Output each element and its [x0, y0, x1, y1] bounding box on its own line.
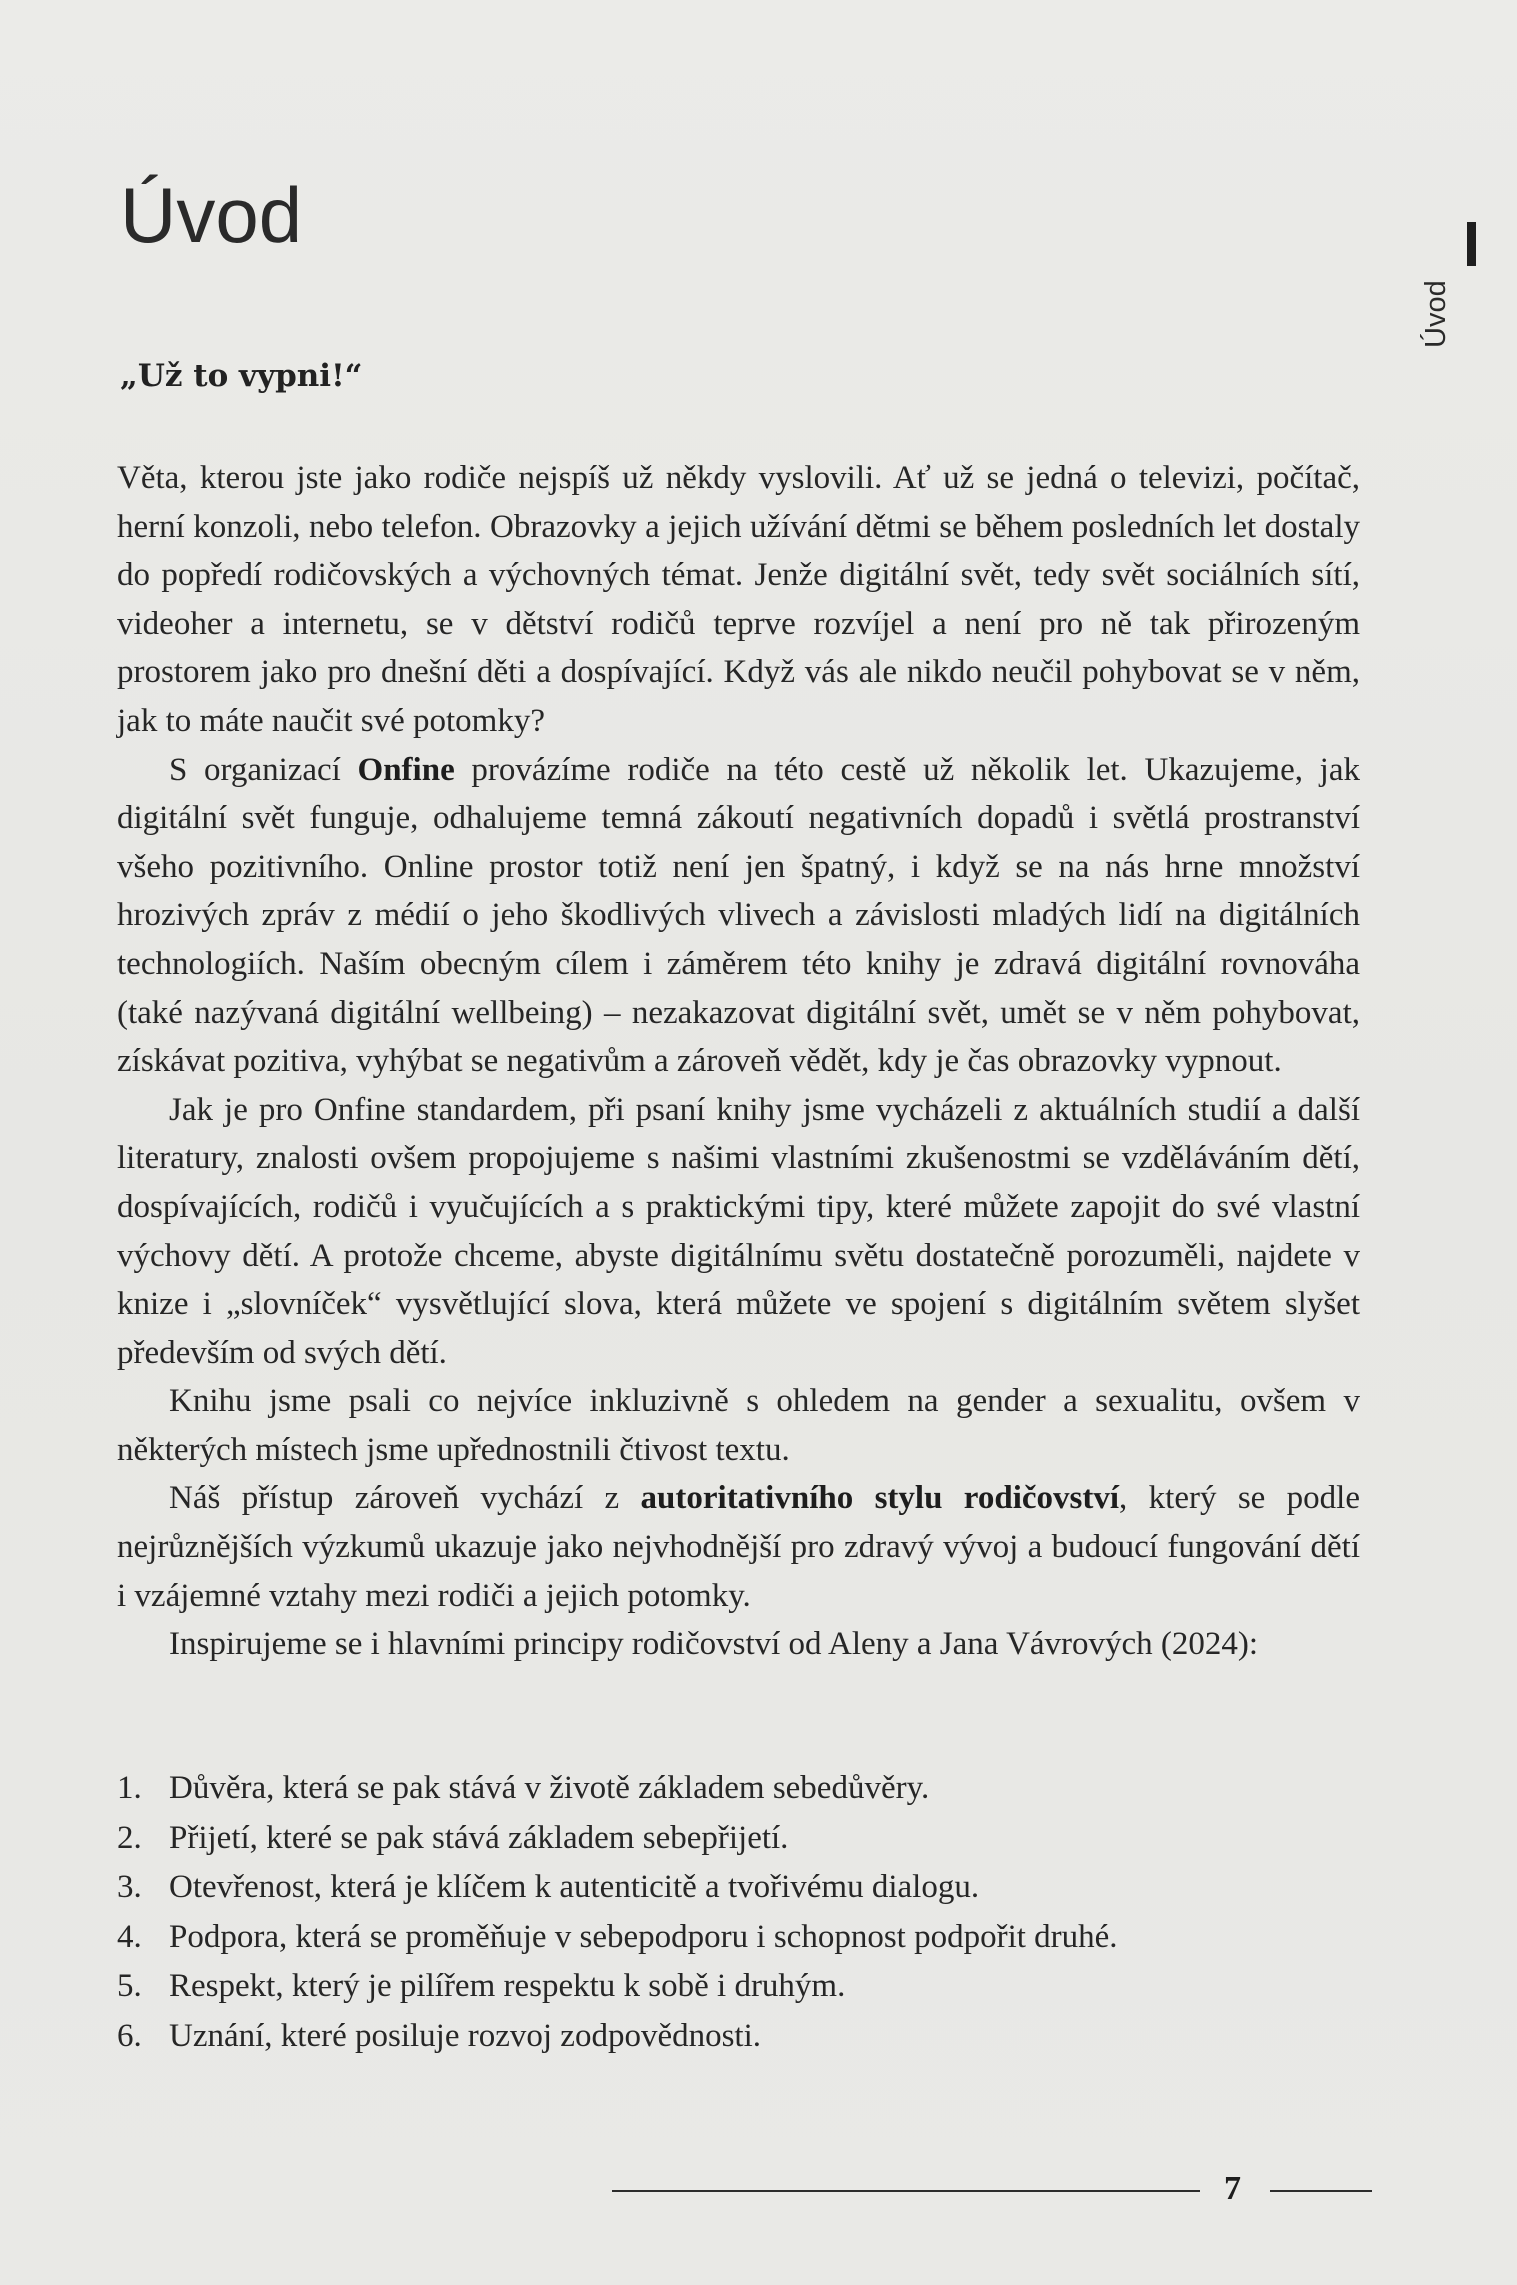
list-item-number: 4. — [117, 1918, 142, 1955]
list-item-text: Otevřenost, která je klíčem k autenticitě a tvořivému dialogu. — [169, 1869, 980, 1905]
page-number: 7 — [1224, 2170, 1241, 2207]
list-item-number: 3. — [117, 1869, 142, 1905]
paragraph-5-after: , který se podle nejrůznějších výzkumů ukazuje jako nejvhodnější pro zdravý vývoj a budoucí fungování dětí i vzájemné vztahy mezi rodiči a jejich potomky. — [117, 1480, 1360, 1614]
side-running-head-label: Úvod — [1420, 280, 1452, 348]
paragraph-2-after: provázíme rodiče na této cestě už několik let. Ukazujeme, jak digitální svět funguje, odhalujeme temná zákoutí negativních dopadů i světlá prostranství všeho pozitivního. Online prostor totiž není jen špatný, i když se na nás hrne množství hrozivých zpráv z médií o jeho škodlivých vlivech a závislosti mladých lidí na digitálních technologiích. Naším obecným cílem i záměrem této knihy je zdravá digitální rovnováha (také nazývaná digitální wellbeing) – nezakazovat digitální svět, umět se v něm pohybovat, získávat pozitiva, vyhýbat se negativům a zároveň vědět, kdy je čas obrazovky vypnout. — [117, 751, 1360, 1080]
list-item — [117, 1962, 1360, 2012]
list-item-number: 6. — [117, 2017, 142, 2054]
list-item — [117, 2012, 1360, 2062]
parenting-style-bold: autoritativního stylu rodičovství — [640, 1480, 1120, 1517]
principles-list — [117, 1764, 1360, 2061]
list-item — [117, 1814, 1360, 1864]
paragraph-5 — [117, 1474, 1360, 1620]
paragraph-6: Inspirujeme se i hlavními principy rodičovství od Aleny a Jana Vávrových (2024): — [169, 1626, 1259, 1663]
page-footer — [612, 2170, 1372, 2210]
paragraph-1: Věta, kterou jste jako rodiče nejspíš už někdy vyslovili. Ať už se jedná o televizi, počítač, herní konzoli, nebo telefon. Obrazovky a jejich užívání dětmi se během posledních let dostaly do popředí rodičovských a výchovných témat. Jenže digitální svět, tedy svět sociálních sítí, videoher a internetu, se v dětství rodičů teprve rozvíjel a není pro ně tak přirozeným prostorem jako pro dnešní děti a dospívající. Když vás ale nikdo neučil pohybovat se v něm, jak to máte naučit své potomky? — [117, 460, 1360, 739]
list-item — [117, 1764, 1360, 1814]
paragraph-3: Jak je pro Onfine standardem, při psaní knihy jsme vycházeli z aktuálních studií a další literatury, znalosti ovšem propojujeme s našimi vlastními zkušenostmi se vzděláváním dětí, dospívajících, rodičů i vyučujících a s praktickými tipy, které můžete zapojit do své vlastní výchovy dětí. A protože chceme, abyste digitálnímu světu dostatečně porozuměli, najdete v knize i „slovníček“ vysvětlující slova, která můžete ve spojení s digitálním světem slyšet především od svých dětí. — [117, 1091, 1360, 1371]
list-item-number: 1. — [117, 1770, 142, 1806]
list-item — [117, 1863, 1360, 1913]
footer-rule-left — [612, 2190, 1200, 2192]
list-item-number: 5. — [117, 1968, 142, 2004]
list-item — [117, 1913, 1360, 1963]
paragraph-5-before: Náš přístup zároveň vychází z — [169, 1480, 641, 1517]
footer-rule-right — [1270, 2190, 1372, 2192]
section-subtitle: „Už to vypni!“ — [120, 358, 363, 394]
body-text — [117, 454, 1360, 1669]
side-tab-marker — [1467, 222, 1476, 266]
paragraph-2-before: S organizací — [169, 751, 358, 788]
paragraph-2 — [117, 746, 1360, 1086]
list-item-text: Uznání, které posiluje rozvoj zodpovědnosti. — [169, 2017, 762, 2054]
list-item-text: Důvěra, která se pak stává v životě základem sebedůvěry. — [169, 1770, 930, 1806]
list-item-text: Podpora, která se proměňuje v sebepodporu i schopnost podpořit druhé. — [169, 1918, 1118, 1955]
side-running-head — [1420, 278, 1460, 358]
chapter-title: Úvod — [120, 171, 303, 259]
list-item-text: Respekt, který je pilířem respektu k sobě i druhým. — [169, 1968, 846, 2004]
onfine-bold: Onfine — [357, 751, 455, 788]
list-item-text: Přijetí, které se pak stává základem sebepřijetí. — [169, 1819, 789, 1856]
paragraph-4: Knihu jsme psali co nejvíce inkluzivně s ohledem na gender a sexualitu, ovšem v některých místech jsme upřednostnili čtivost textu. — [117, 1383, 1360, 1468]
list-item-number: 2. — [117, 1819, 142, 1856]
